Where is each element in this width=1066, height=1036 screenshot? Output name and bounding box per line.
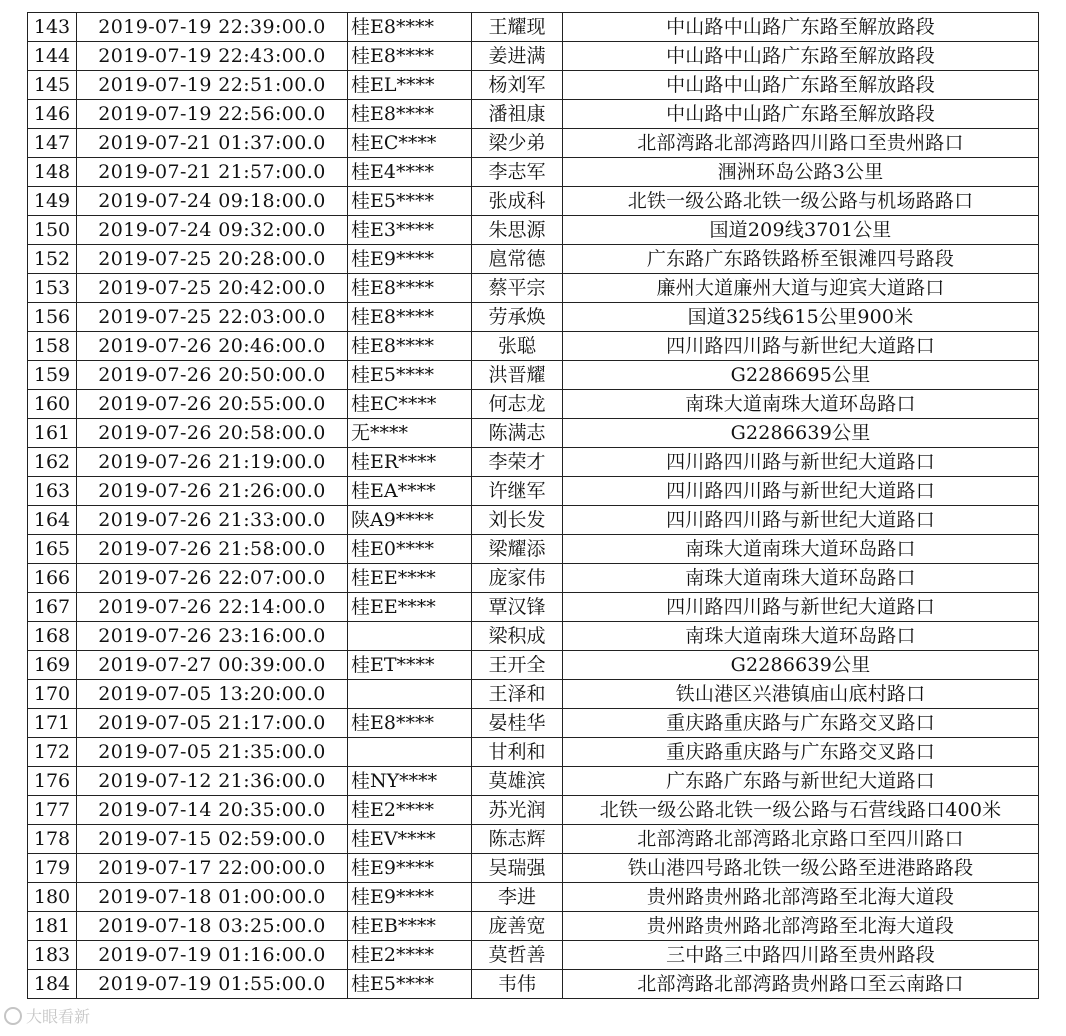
cell-name: 覃汉锋 <box>472 593 563 622</box>
cell-name: 梁耀添 <box>472 535 563 564</box>
cell-name: 庞善宽 <box>472 912 563 941</box>
table-row <box>28 274 1039 303</box>
cell-name: 张成科 <box>472 187 563 216</box>
cell-plate: 桂EL**** <box>348 71 472 100</box>
cell-location: 涠洲环岛公路3公里 <box>563 158 1039 187</box>
cell-name: 何志龙 <box>472 390 563 419</box>
cell-time: 2019-07-25 22:03:00.0 <box>77 303 348 332</box>
cell-location: 四川路四川路与新世纪大道路口 <box>563 506 1039 535</box>
table-row <box>28 854 1039 883</box>
cell-plate: 桂EA**** <box>348 477 472 506</box>
cell-time: 2019-07-26 22:07:00.0 <box>77 564 348 593</box>
cell-location: G2286639公里 <box>563 651 1039 680</box>
cell-id: 153 <box>28 274 77 303</box>
cell-name: 苏光润 <box>472 796 563 825</box>
table-row <box>28 419 1039 448</box>
cell-plate: 桂E8**** <box>348 13 472 42</box>
cell-id: 165 <box>28 535 77 564</box>
table-row <box>28 158 1039 187</box>
cell-plate: 桂E8**** <box>348 709 472 738</box>
cell-name: 刘长发 <box>472 506 563 535</box>
cell-location: 南珠大道南珠大道环岛路口 <box>563 622 1039 651</box>
table-row <box>28 361 1039 390</box>
cell-time: 2019-07-26 20:46:00.0 <box>77 332 348 361</box>
cell-plate: 桂E8**** <box>348 274 472 303</box>
cell-plate: 桂E9**** <box>348 883 472 912</box>
cell-name: 王耀现 <box>472 13 563 42</box>
cell-location: 南珠大道南珠大道环岛路口 <box>563 390 1039 419</box>
cell-name: 张聪 <box>472 332 563 361</box>
cell-plate: 桂E8**** <box>348 332 472 361</box>
cell-plate <box>348 738 472 767</box>
cell-name: 姜进满 <box>472 42 563 71</box>
cell-time: 2019-07-15 02:59:00.0 <box>77 825 348 854</box>
cell-time: 2019-07-26 20:50:00.0 <box>77 361 348 390</box>
cell-id: 167 <box>28 593 77 622</box>
table-row <box>28 71 1039 100</box>
cell-time: 2019-07-19 01:55:00.0 <box>77 970 348 999</box>
table-row <box>28 651 1039 680</box>
table-row <box>28 622 1039 651</box>
cell-time: 2019-07-21 01:37:00.0 <box>77 129 348 158</box>
cell-id: 168 <box>28 622 77 651</box>
cell-id: 152 <box>28 245 77 274</box>
cell-location: 贵州路贵州路北部湾路至北海大道段 <box>563 883 1039 912</box>
cell-name: 梁少弟 <box>472 129 563 158</box>
cell-id: 181 <box>28 912 77 941</box>
table-row <box>28 593 1039 622</box>
cell-id: 176 <box>28 767 77 796</box>
cell-name: 陈满志 <box>472 419 563 448</box>
table-row <box>28 941 1039 970</box>
cell-plate: 桂E9**** <box>348 245 472 274</box>
cell-location: 中山路中山路广东路至解放路段 <box>563 100 1039 129</box>
cell-time: 2019-07-21 21:57:00.0 <box>77 158 348 187</box>
cell-id: 183 <box>28 941 77 970</box>
cell-plate: 桂EC**** <box>348 129 472 158</box>
cell-id: 144 <box>28 42 77 71</box>
cell-id: 171 <box>28 709 77 738</box>
cell-id: 177 <box>28 796 77 825</box>
cell-plate: 桂EE**** <box>348 593 472 622</box>
cell-location: 中山路中山路广东路至解放路段 <box>563 42 1039 71</box>
cell-name: 李志军 <box>472 158 563 187</box>
cell-name: 梁积成 <box>472 622 563 651</box>
cell-plate: 桂E8**** <box>348 42 472 71</box>
cell-plate: 桂EV**** <box>348 825 472 854</box>
cell-name: 吴瑞强 <box>472 854 563 883</box>
cell-plate: 桂EB**** <box>348 912 472 941</box>
cell-name: 劳承焕 <box>472 303 563 332</box>
cell-location: 贵州路贵州路北部湾路至北海大道段 <box>563 912 1039 941</box>
cell-time: 2019-07-25 20:42:00.0 <box>77 274 348 303</box>
cell-id: 149 <box>28 187 77 216</box>
cell-time: 2019-07-24 09:18:00.0 <box>77 187 348 216</box>
table-row <box>28 100 1039 129</box>
cell-time: 2019-07-05 13:20:00.0 <box>77 680 348 709</box>
cell-plate: 桂E8**** <box>348 303 472 332</box>
cell-id: 145 <box>28 71 77 100</box>
cell-name: 晏桂华 <box>472 709 563 738</box>
cell-time: 2019-07-19 22:39:00.0 <box>77 13 348 42</box>
cell-plate <box>348 622 472 651</box>
cell-location: 南珠大道南珠大道环岛路口 <box>563 564 1039 593</box>
cell-time: 2019-07-05 21:17:00.0 <box>77 709 348 738</box>
table-body <box>28 13 1039 999</box>
table-row <box>28 796 1039 825</box>
table-row <box>28 448 1039 477</box>
cell-name: 扈常德 <box>472 245 563 274</box>
cell-name: 庞家伟 <box>472 564 563 593</box>
cell-id: 163 <box>28 477 77 506</box>
cell-location: 国道325线615公里900米 <box>563 303 1039 332</box>
cell-id: 161 <box>28 419 77 448</box>
cell-name: 王泽和 <box>472 680 563 709</box>
cell-time: 2019-07-05 21:35:00.0 <box>77 738 348 767</box>
cell-name: 王开全 <box>472 651 563 680</box>
cell-id: 184 <box>28 970 77 999</box>
cell-id: 180 <box>28 883 77 912</box>
cell-location: 北部湾路北部湾路四川路口至贵州路口 <box>563 129 1039 158</box>
cell-plate: 桂E5**** <box>348 187 472 216</box>
cell-location: 铁山港区兴港镇庙山底村路口 <box>563 680 1039 709</box>
table-row <box>28 970 1039 999</box>
cell-location: 广东路广东路铁路桥至银滩四号路段 <box>563 245 1039 274</box>
cell-id: 159 <box>28 361 77 390</box>
cell-id: 169 <box>28 651 77 680</box>
cell-location: 重庆路重庆路与广东路交叉路口 <box>563 709 1039 738</box>
table-row <box>28 303 1039 332</box>
cell-plate <box>348 680 472 709</box>
cell-id: 162 <box>28 448 77 477</box>
cell-time: 2019-07-12 21:36:00.0 <box>77 767 348 796</box>
cell-id: 172 <box>28 738 77 767</box>
table-row <box>28 390 1039 419</box>
cell-name: 韦伟 <box>472 970 563 999</box>
table-row <box>28 187 1039 216</box>
cell-plate: 桂E5**** <box>348 361 472 390</box>
cell-id: 164 <box>28 506 77 535</box>
table-row <box>28 912 1039 941</box>
cell-time: 2019-07-14 20:35:00.0 <box>77 796 348 825</box>
table-row <box>28 129 1039 158</box>
cell-id: 166 <box>28 564 77 593</box>
table-row <box>28 216 1039 245</box>
cell-location: 四川路四川路与新世纪大道路口 <box>563 593 1039 622</box>
cell-plate: 桂EC**** <box>348 390 472 419</box>
cell-plate: 桂ET**** <box>348 651 472 680</box>
table-row <box>28 738 1039 767</box>
cell-id: 170 <box>28 680 77 709</box>
cell-time: 2019-07-19 22:43:00.0 <box>77 42 348 71</box>
cell-time: 2019-07-18 03:25:00.0 <box>77 912 348 941</box>
table-row <box>28 767 1039 796</box>
cell-name: 李进 <box>472 883 563 912</box>
cell-location: 铁山港四号路北铁一级公路至进港路路段 <box>563 854 1039 883</box>
cell-name: 洪晋耀 <box>472 361 563 390</box>
cell-plate: 桂NY**** <box>348 767 472 796</box>
cell-location: 北铁一级公路北铁一级公路与石营线路口400米 <box>563 796 1039 825</box>
cell-id: 156 <box>28 303 77 332</box>
table-row <box>28 477 1039 506</box>
cell-plate: 桂E4**** <box>348 158 472 187</box>
table-row <box>28 506 1039 535</box>
cell-location: G2286639公里 <box>563 419 1039 448</box>
table-row <box>28 13 1039 42</box>
cell-id: 150 <box>28 216 77 245</box>
cell-id: 158 <box>28 332 77 361</box>
cell-name: 陈志辉 <box>472 825 563 854</box>
cell-plate: 桂E8**** <box>348 100 472 129</box>
cell-location: 四川路四川路与新世纪大道路口 <box>563 477 1039 506</box>
cell-name: 蔡平宗 <box>472 274 563 303</box>
cell-location: 北部湾路北部湾路贵州路口至云南路口 <box>563 970 1039 999</box>
cell-location: 南珠大道南珠大道环岛路口 <box>563 535 1039 564</box>
table-row <box>28 42 1039 71</box>
table-row <box>28 564 1039 593</box>
cell-plate: 桂E5**** <box>348 970 472 999</box>
cell-time: 2019-07-24 09:32:00.0 <box>77 216 348 245</box>
cell-plate: 无**** <box>348 419 472 448</box>
cell-plate: 桂E0**** <box>348 535 472 564</box>
cell-id: 146 <box>28 100 77 129</box>
cell-time: 2019-07-26 21:19:00.0 <box>77 448 348 477</box>
cell-location: 北铁一级公路北铁一级公路与机场路路口 <box>563 187 1039 216</box>
cell-name: 杨刘军 <box>472 71 563 100</box>
records-table <box>27 12 1039 999</box>
cell-time: 2019-07-26 20:55:00.0 <box>77 390 348 419</box>
table-row <box>28 825 1039 854</box>
cell-location: 国道209线3701公里 <box>563 216 1039 245</box>
cell-name: 潘祖康 <box>472 100 563 129</box>
cell-name: 许继军 <box>472 477 563 506</box>
cell-id: 178 <box>28 825 77 854</box>
cell-id: 160 <box>28 390 77 419</box>
cell-name: 李荣才 <box>472 448 563 477</box>
cell-time: 2019-07-27 00:39:00.0 <box>77 651 348 680</box>
cell-location: 三中路三中路四川路至贵州路段 <box>563 941 1039 970</box>
cell-time: 2019-07-26 23:16:00.0 <box>77 622 348 651</box>
cell-name: 莫雄滨 <box>472 767 563 796</box>
cell-plate: 桂E3**** <box>348 216 472 245</box>
cell-location: 重庆路重庆路与广东路交叉路口 <box>563 738 1039 767</box>
table-row <box>28 680 1039 709</box>
cell-time: 2019-07-26 21:58:00.0 <box>77 535 348 564</box>
cell-time: 2019-07-26 20:58:00.0 <box>77 419 348 448</box>
cell-name: 莫哲善 <box>472 941 563 970</box>
table-row <box>28 245 1039 274</box>
cell-plate: 桂ER**** <box>348 448 472 477</box>
watermark-logo-icon <box>4 1007 22 1025</box>
cell-time: 2019-07-18 01:00:00.0 <box>77 883 348 912</box>
table-row <box>28 709 1039 738</box>
cell-time: 2019-07-26 21:33:00.0 <box>77 506 348 535</box>
cell-plate: 桂EE**** <box>348 564 472 593</box>
cell-id: 179 <box>28 854 77 883</box>
cell-location: 广东路广东路与新世纪大道路口 <box>563 767 1039 796</box>
cell-id: 148 <box>28 158 77 187</box>
watermark <box>4 1004 90 1027</box>
cell-location: 四川路四川路与新世纪大道路口 <box>563 448 1039 477</box>
cell-location: 廉州大道廉州大道与迎宾大道路口 <box>563 274 1039 303</box>
watermark-text: 大眼看新 <box>26 1007 91 1026</box>
cell-time: 2019-07-19 01:16:00.0 <box>77 941 348 970</box>
cell-id: 147 <box>28 129 77 158</box>
cell-time: 2019-07-19 22:51:00.0 <box>77 71 348 100</box>
cell-time: 2019-07-25 20:28:00.0 <box>77 245 348 274</box>
cell-plate: 桂E2**** <box>348 796 472 825</box>
cell-plate: 桂E2**** <box>348 941 472 970</box>
table-row <box>28 883 1039 912</box>
cell-time: 2019-07-26 22:14:00.0 <box>77 593 348 622</box>
cell-plate: 桂E9**** <box>348 854 472 883</box>
cell-location: 北部湾路北部湾路北京路口至四川路口 <box>563 825 1039 854</box>
cell-location: 四川路四川路与新世纪大道路口 <box>563 332 1039 361</box>
cell-id: 143 <box>28 13 77 42</box>
table-row <box>28 535 1039 564</box>
cell-name: 朱思源 <box>472 216 563 245</box>
cell-time: 2019-07-19 22:56:00.0 <box>77 100 348 129</box>
cell-plate: 陕A9**** <box>348 506 472 535</box>
cell-name: 甘利和 <box>472 738 563 767</box>
cell-location: G2286695公里 <box>563 361 1039 390</box>
cell-location: 中山路中山路广东路至解放路段 <box>563 13 1039 42</box>
cell-time: 2019-07-26 21:26:00.0 <box>77 477 348 506</box>
cell-location: 中山路中山路广东路至解放路段 <box>563 71 1039 100</box>
cell-time: 2019-07-17 22:00:00.0 <box>77 854 348 883</box>
table-row <box>28 332 1039 361</box>
